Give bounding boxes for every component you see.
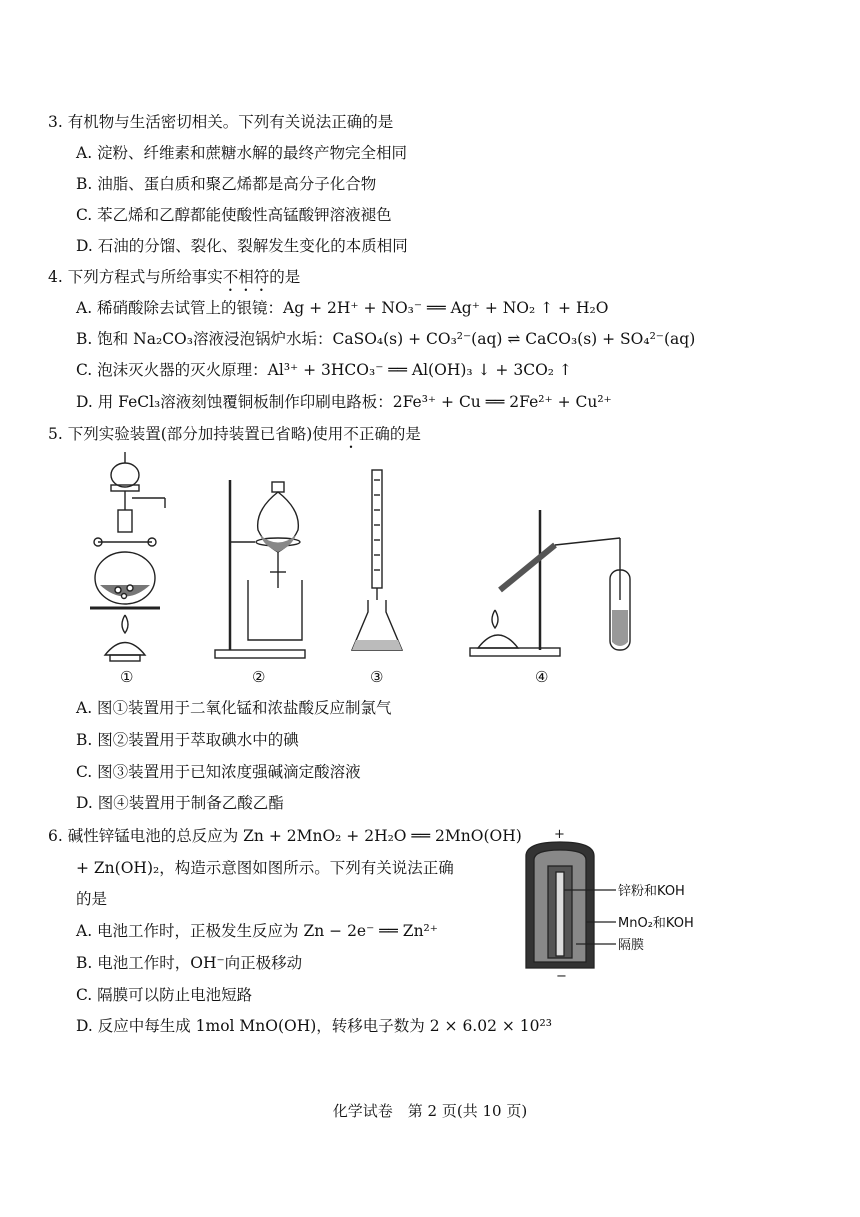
q5-stem: 5. 下列实验装置(部分加持装置已省略)使用不正确的是	[48, 425, 421, 443]
q6-option-d: D. 反应中每生成 1mol MnO(OH)，转移电子数为 2 × 6.02 × 10²³	[76, 1017, 552, 1035]
q6-stem-line2: + Zn(OH)₂，构造示意图如图所示。下列有关说法正确	[76, 859, 454, 877]
apparatus-label-2: ②	[252, 668, 266, 686]
q6-option-a: A. 电池工作时，正极发生反应为 Zn − 2e⁻ ══ Zn²⁺	[76, 922, 438, 940]
apparatus-3	[352, 470, 402, 650]
apparatus-label-4: ④	[535, 668, 549, 686]
q5-emphasis: 不	[343, 425, 359, 443]
q4-option-d: D. 用 FeCl₃溶液刻蚀覆铜板制作印刷电路板：2Fe³⁺ + Cu ══ 2Fe²⁺ + Cu²⁺	[76, 393, 612, 411]
battery-label-separator: 隔膜	[618, 938, 645, 953]
battery-label-mno2: MnO₂和KOH	[618, 916, 694, 931]
q5-option-b: B. 图②装置用于萃取碘水中的碘	[76, 731, 299, 749]
q6-option-c: C. 隔膜可以防止电池短路	[76, 986, 253, 1004]
q3-option-c: C. 苯乙烯和乙醇都能使酸性高锰酸钾溶液褪色	[76, 206, 392, 224]
q4-stem: 4. 下列方程式与所给事实不相符的是	[48, 268, 301, 286]
battery-plus: +	[554, 827, 565, 842]
q4-option-b: B. 饱和 Na₂CO₃溶液浸泡锅炉水垢：CaSO₄(s) + CO₃²⁻(aq) ⇌ CaCO₃(s) + SO₄²⁻(aq)	[76, 330, 696, 348]
q5-option-c: C. 图③装置用于已知浓度强碱滴定酸溶液	[76, 763, 361, 781]
apparatus-2	[215, 480, 305, 658]
apparatus-1	[90, 452, 165, 661]
apparatus-figure	[80, 450, 680, 690]
battery-diagram	[520, 826, 720, 984]
q5-option-a: A. 图①装置用于二氧化锰和浓盐酸反应制氯气	[76, 699, 392, 717]
q3-option-a: A. 淀粉、纤维素和蔗糖水解的最终产物完全相同	[76, 144, 408, 162]
q3-option-d: D. 石油的分馏、裂化、裂解发生变化的本质相同	[76, 237, 408, 255]
apparatus-label-3: ③	[370, 668, 384, 686]
q4-option-a: A. 稀硝酸除去试管上的银镜：Ag + 2H⁺ + NO₃⁻ ══ Ag⁺ + NO₂ ↑ + H₂O	[76, 299, 609, 317]
q6-stem-line1: 6. 碱性锌锰电池的总反应为 Zn + 2MnO₂ + 2H₂O ══ 2MnO(OH)	[48, 827, 522, 845]
q3-option-b: B. 油脂、蛋白质和聚乙烯都是高分子化合物	[76, 175, 377, 193]
page-footer: 化学试卷 第 2 页(共 10 页)	[332, 1102, 528, 1120]
q6-option-b: B. 电池工作时，OH⁻向正极移动	[76, 954, 303, 972]
q5-option-d: D. 图④装置用于制备乙酸乙酯	[76, 794, 284, 812]
q6-stem-line3: 的是	[76, 890, 108, 908]
apparatus-4	[470, 510, 630, 656]
apparatus-label-1: ①	[120, 668, 134, 686]
q3-stem: 3. 有机物与生活密切相关。下列有关说法正确的是	[48, 113, 394, 131]
battery-minus: −	[556, 969, 567, 984]
q4-emphasis: 不相符	[222, 268, 270, 286]
q4-option-c: C. 泡沫灭火器的灭火原理：Al³⁺ + 3HCO₃⁻ ══ Al(OH)₃ ↓ + 3CO₂ ↑	[76, 361, 572, 379]
battery-label-zinc: 锌粉和KOH	[618, 884, 685, 899]
